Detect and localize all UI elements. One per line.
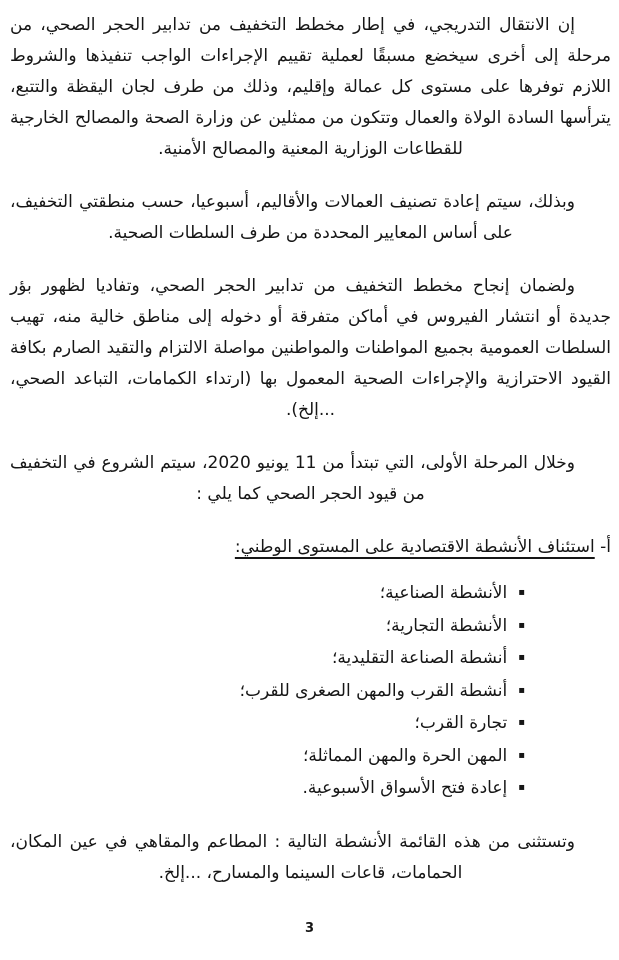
list-item-label: إعادة فتح الأسواق الأسبوعية. — [302, 778, 508, 798]
bullet-icon: ▪ — [518, 684, 525, 696]
list-item-label: الأنشطة التجارية؛ — [385, 615, 508, 636]
bullet-icon: ▪ — [518, 619, 525, 631]
list-item-label: أنشطة القرب والمهن الصغرى للقرب؛ — [239, 680, 508, 701]
section-a-heading — [10, 532, 611, 563]
list-item-label: الأنشطة الصناعية؛ — [379, 583, 508, 603]
bullet-icon: ▪ — [518, 652, 525, 663]
paragraph-gradual-transition: إن الانتقال التدريجي، في إطار مخطط التخفيف من تدابير الحجر الصحي، من مرحلة إلى أخرى سيخضع مسبقًا لعملية تقييم الإجراءات الواجب تنفيذها والشروط اللازم توفرها على مستوى كل عمالة وإقليم، وذلك من طرف لجان اليقظة والتتبع، يترأسها السادة الولاة والعمال وتتكون من ممثلين عن وزارة الصحة والمصالح الخارجية للقطاعات الوزارية المعنية والمصالح الأمنية. — [10, 15, 611, 159]
list-item-label: تجارة القرب؛ — [414, 713, 508, 733]
list-item-industrial-activities — [10, 577, 525, 610]
paragraph-excluded-activities: وتستثنى من هذه القائمة الأنشطة التالية : المطاعم والمقاهي في عين المكان، الحمامات، قاعات السينما والمسارح، ...إلخ. — [10, 831, 575, 883]
bullet-icon: ▪ — [518, 717, 525, 728]
section-a-prefix: أ- — [594, 537, 611, 557]
list-item-label: أنشطة الصناعة التقليدية؛ — [331, 648, 508, 668]
economic-activities-list — [10, 577, 611, 805]
bullet-icon: ▪ — [518, 782, 525, 793]
paragraph-public-authorities-call: ولضمان إنجاح مخطط التخفيف من تدابير الحجر الصحي، وتفاديا لظهور بؤر جديدة أو انتشار الفيروس في أماكن متفرقة أو دخوله إلى مناطق خالية منه، تهيب السلطات العمومية بجميع المواطنات والمواطنين مواصلة الالتزام والتقيد الصارم بكافة القيود الاحترازية والإجراءات الصحية المعمول بها (ارتداء الكمامات، التباعد الصحي، ...إلخ). — [10, 276, 611, 420]
list-item-liberal-professions — [10, 740, 525, 773]
list-item-label: المهن الحرة والمهن المماثلة؛ — [303, 745, 508, 766]
bullet-icon: ▪ — [518, 587, 525, 598]
list-item-proximity-activities — [10, 675, 525, 708]
list-item-commercial-activities — [10, 610, 525, 643]
list-item-traditional-crafts — [10, 642, 525, 675]
list-item-weekly-markets — [10, 772, 525, 805]
page-number: 3 — [304, 921, 315, 936]
paragraph-weekly-classification: وبذلك، سيتم إعادة تصنيف العمالات والأقاليم، أسبوعيا، حسب منطقتي التخفيف، على أساس المعايير المحددة من طرف السلطات الصحية. — [10, 192, 575, 243]
bullet-icon: ▪ — [518, 749, 525, 761]
list-item-proximity-trade — [10, 707, 525, 740]
section-a-title: استئناف الأنشطة الاقتصادية على المستوى الوطني: — [234, 537, 595, 557]
paragraph-first-phase-date: وخلال المرحلة الأولى، التي تبتدأ من 11 يونيو 2020، سيتم الشروع في التخفيف من قيود الحجر الصحي كما يلي : — [10, 453, 576, 504]
